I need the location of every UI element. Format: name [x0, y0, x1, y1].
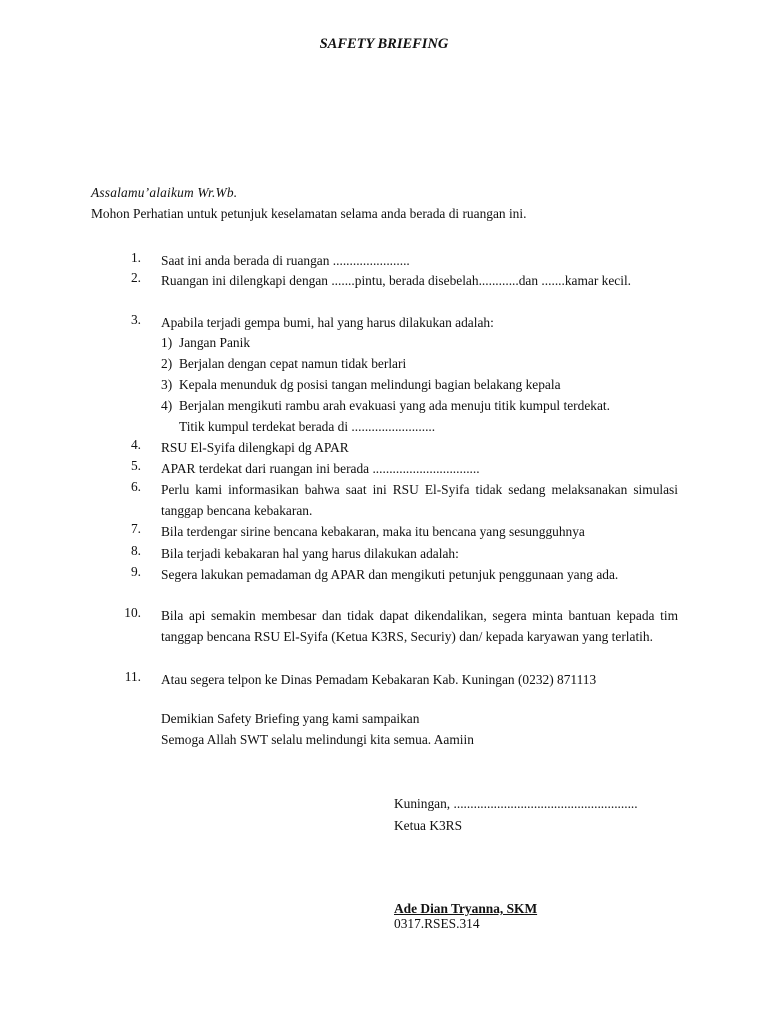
step-text: Kepala menunduk dg posisi tangan melindungi bagian belakang kepala [179, 377, 561, 392]
item-number: 7. [130, 521, 141, 536]
item-number: 4. [130, 437, 141, 452]
signature-id: 0317.RSES.314 [394, 916, 480, 931]
item-text: Perlu kami informasikan bahwa saat ini RSU El-Syifa tidak sedang melaksanakan simulasi tanggap bencana kebakaran. [161, 482, 678, 518]
item-number: 9. [130, 564, 141, 579]
signature-role: Ketua K3RS [394, 818, 463, 833]
gempa-step [161, 395, 681, 416]
step-text: Berjalan dengan cepat namun tidak berlari [179, 356, 407, 371]
document-title: SAFETY BRIEFING [319, 36, 449, 52]
closing-line: Demikian Safety Briefing yang kami sampaikan [161, 711, 420, 726]
item-text: Saat ini anda berada di ruangan ....................... [161, 253, 410, 268]
item-number: 11. [124, 669, 141, 684]
intro-text: Mohon Perhatian untuk petunjuk keselamatan selama anda berada di ruangan ini. [91, 206, 527, 221]
item-number: 5. [130, 458, 141, 473]
item-text: Atau segera telpon ke Dinas Pemadam Kebakaran Kab. Kuningan (0232) 871113 [161, 672, 597, 687]
item-number: 2. [130, 270, 141, 285]
step-number: 3) [161, 377, 173, 392]
step-text: Berjalan mengikuti rambu arah evakuasi yang ada menuju titik kumpul terdekat. [179, 398, 610, 413]
signature-name: Ade Dian Tryanna, SKM [394, 901, 538, 916]
step-text: Jangan Panik [179, 335, 251, 350]
item-text: Bila api semakin membesar dan tidak dapat dikendalikan, segera minta bantuan kepada tim tanggap bencana RSU El-Syifa (Ketua K3RS, Securiy) dan/ kepada karyawan yang terlatih. [161, 608, 678, 644]
item-text: Bila terdengar sirine bencana kebakaran, maka itu bencana yang sesungguhnya [161, 524, 585, 539]
gempa-step [161, 353, 681, 374]
item-number: 3. [130, 312, 141, 327]
item-text: Ruangan ini dilengkapi dengan .......pintu, berada disebelah............dan .......kamar kecil. [161, 273, 632, 288]
item-text: Bila terjadi kebakaran hal yang harus dilakukan adalah: [161, 546, 459, 561]
closing-line: Semoga Allah SWT selalu melindungi kita semua. Aamiin [161, 732, 474, 747]
step-number: 2) [161, 356, 173, 371]
item-number: 1. [130, 250, 141, 265]
item-text: APAR terdekat dari ruangan ini berada ................................ [161, 461, 480, 476]
item-text: Apabila terjadi gempa bumi, hal yang harus dilakukan adalah: [161, 315, 494, 330]
step-number: 4) [161, 398, 173, 413]
item-number: 8. [130, 543, 141, 558]
greeting: Assalamu’alaikum Wr.Wb. [91, 185, 238, 200]
item-number: 10. [124, 605, 141, 620]
gempa-step [161, 332, 681, 353]
gempa-step [161, 374, 681, 395]
step-number: 1) [161, 335, 173, 350]
item-number: 6. [130, 479, 141, 494]
item-text: Segera lakukan pemadaman dg APAR dan mengikuti petunjuk penggunaan yang ada. [161, 567, 619, 582]
signature-place-date: Kuningan, ....................................................... [394, 796, 638, 811]
item-text: RSU El-Syifa dilengkapi dg APAR [161, 440, 349, 455]
titik-kumpul: Titik kumpul terdekat berada di ......................... [179, 419, 436, 434]
